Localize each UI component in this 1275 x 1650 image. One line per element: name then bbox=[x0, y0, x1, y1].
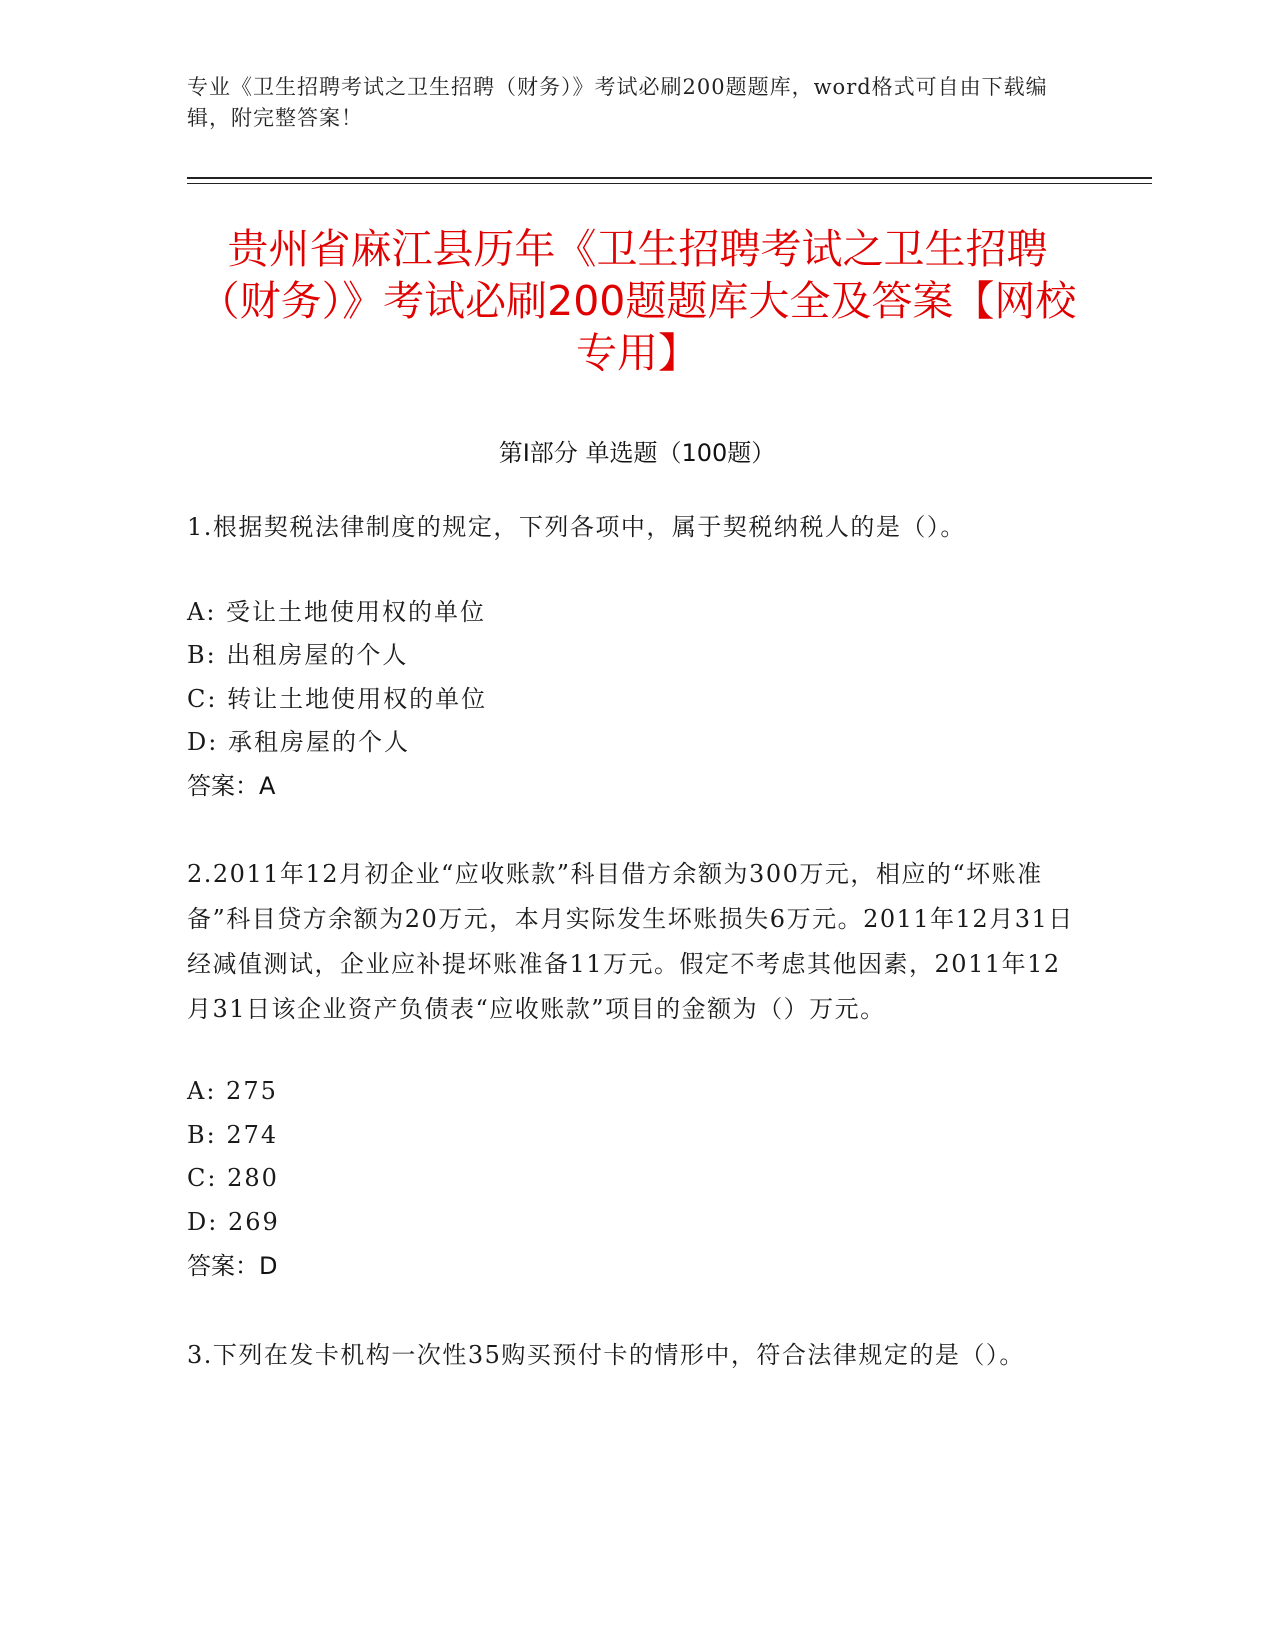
question-1-answer: 答案：A bbox=[187, 772, 276, 800]
document-title: 贵州省麻江县历年《卫生招聘考试之卫生招聘（财务）》考试必刷200题题库大全及答案【网校专用】 bbox=[198, 225, 1077, 377]
question-3-text: 3.下列在发卡机构一次性35购买预付卡的情形中，符合法律规定的是（）。 bbox=[187, 1341, 1025, 1369]
question-2-option-c: C: 280 bbox=[187, 1164, 279, 1192]
header-note: 专业《卫生招聘考试之卫生招聘（财务）》考试必刷200题题库，word格式可自由下载编辑，附完整答案！ bbox=[187, 75, 1048, 130]
header-divider-thin bbox=[187, 183, 1152, 184]
section-heading: 第Ⅰ部分 单选题（100题） bbox=[498, 439, 776, 467]
question-1-option-c: C: 转让土地使用权的单位 bbox=[187, 685, 488, 713]
header-divider-thick bbox=[187, 177, 1152, 179]
question-2-option-b: B: 274 bbox=[187, 1121, 279, 1149]
question-2-option-d: D: 269 bbox=[187, 1208, 280, 1236]
question-1-option-a: A: 受让土地使用权的单位 bbox=[187, 598, 487, 626]
question-2-text: 2.2011年12月初企业“应收账款”科目借方余额为300万元，相应的“坏账准备”科目贷方余额为20万元，本月实际发生坏账损失6万元。2011年12月31日经减值测试，企业应补提坏账准备11万元。假定不考虑其他因素，2011年12月31日该企业资产负债表“应收账款”项目的金额为（）万元。 bbox=[187, 860, 1074, 1023]
question-1-option-b: B: 出租房屋的个人 bbox=[187, 641, 409, 669]
question-1-text: 1.根据契税法律制度的规定，下列各项中，属于契税纳税人的是（）。 bbox=[187, 513, 966, 541]
question-2-option-a: A: 275 bbox=[187, 1077, 278, 1105]
question-1-option-d: D: 承租房屋的个人 bbox=[187, 728, 410, 756]
question-2-answer: 答案：D bbox=[187, 1252, 278, 1280]
